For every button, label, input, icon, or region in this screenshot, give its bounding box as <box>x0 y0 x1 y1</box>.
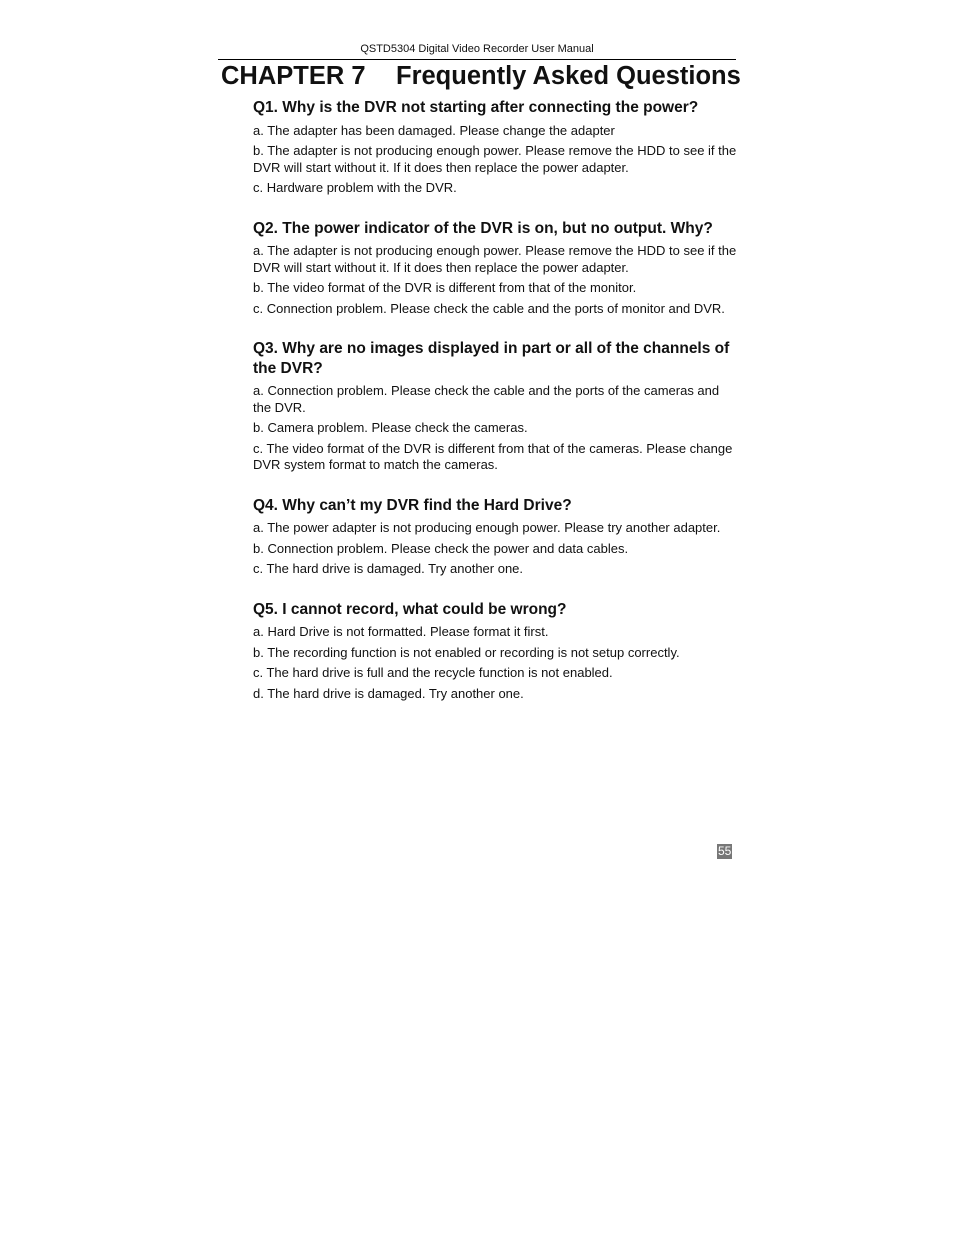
answer: c. Connection problem. Please check the cable and the ports of monitor and DVR. <box>253 300 725 316</box>
answer: a. The adapter has been damaged. Please change the adapter <box>253 122 615 138</box>
answer: a. Hard Drive is not formatted. Please format it first. <box>253 624 549 639</box>
answer: b. The video format of the DVR is different from that of the monitor. <box>253 280 637 295</box>
answer: b. The recording function is not enabled or recording is not setup correctly. <box>253 644 680 660</box>
question: Q5. I cannot record, what could be wrong? <box>253 600 567 618</box>
answer: c. Hardware problem with the DVR. <box>253 180 457 195</box>
faq-q3 <box>253 339 737 474</box>
answer: d. The hard drive is damaged. Try another one. <box>253 685 524 701</box>
question: Q2. The power indicator of the DVR is on, but no output. Why? <box>253 219 713 237</box>
answer: a. The adapter is not producing enough power. Please remove the HDD to see if the DVR will start without it. If it does then replace the power adapter. <box>253 243 737 275</box>
question: Q3. Why are no images displayed in part or all of the channels of the DVR? <box>253 340 730 377</box>
answer: c. The hard drive is damaged. Try another one. <box>253 561 524 576</box>
running-header: QSTD5304 Digital Video Recorder User Manual <box>360 43 594 55</box>
answer: c. The video format of the DVR is different from that of the cameras. Please change DVR system format to match the cameras. <box>253 440 733 472</box>
faq-q4 <box>253 496 737 578</box>
answer: c. The hard drive is full and the recycle function is not enabled. <box>253 665 613 680</box>
answer: b. Connection problem. Please check the power and data cables. <box>253 540 629 556</box>
answer: a. Connection problem. Please check the cable and the ports of the cameras and the DVR. <box>253 383 720 415</box>
faq-q1 <box>253 98 737 197</box>
faq-q2 <box>253 219 737 318</box>
chapter-name: Frequently Asked Questions <box>396 62 741 90</box>
page-number: 55 <box>718 844 732 858</box>
faq-q5 <box>253 600 737 703</box>
chapter-title <box>221 60 741 92</box>
chapter-number: CHAPTER 7 <box>221 62 366 90</box>
answer: a. The power adapter is not producing enough power. Please try another adapter. <box>253 520 721 535</box>
answer: b. The adapter is not producing enough power. Please remove the HDD to see if the DVR will start without it. If it does then replace the power adapter. <box>253 143 737 175</box>
question: Q1. Why is the DVR not starting after connecting the power? <box>253 99 699 116</box>
faq-list <box>253 98 737 724</box>
answer: b. Camera problem. Please check the cameras. <box>253 420 528 435</box>
question: Q4. Why can’t my DVR find the Hard Drive? <box>253 496 572 514</box>
